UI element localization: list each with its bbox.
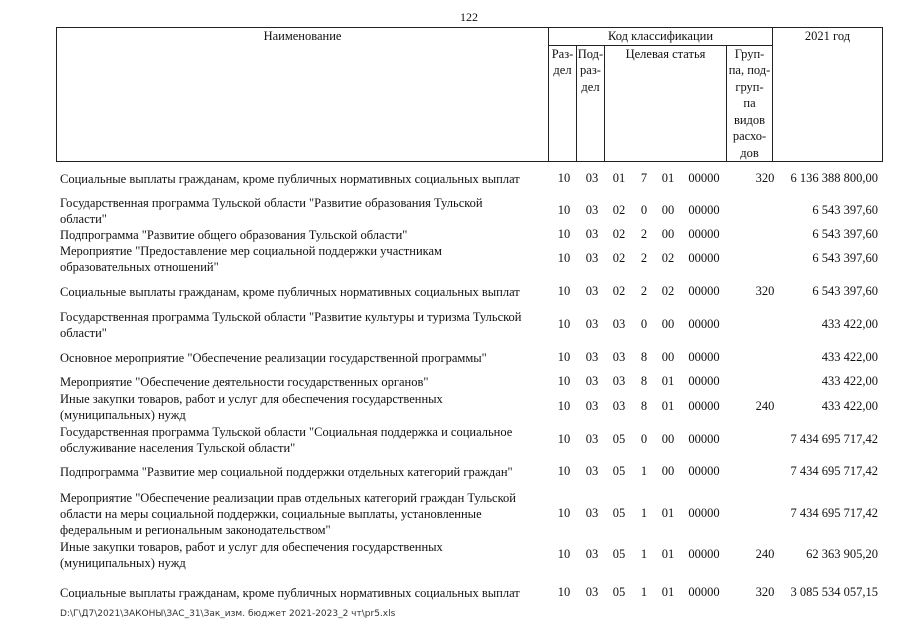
row-name: Подпрограмма "Развитие общего образования Тульской области" xyxy=(60,228,408,242)
row-amount: 6 543 397,60 xyxy=(812,284,878,298)
row-name: Мероприятие "Обеспечение деятельности государственных органов" xyxy=(60,375,429,389)
row-code-rz: 10 xyxy=(557,317,571,331)
row-code-rz: 10 xyxy=(557,464,571,478)
row-code-b: 0 xyxy=(640,317,648,331)
row-code-pr: 03 xyxy=(585,506,599,520)
row-code-d: 00000 xyxy=(688,432,720,446)
row-code-d: 00000 xyxy=(688,585,720,599)
row-code-c: 00 xyxy=(661,317,675,331)
row-code-vr: 320 xyxy=(755,585,775,599)
row-code-d: 00000 xyxy=(688,171,720,185)
row-name: Социальные выплаты гражданам, кроме публичных нормативных социальных выплат xyxy=(60,172,520,186)
row-code-d: 00000 xyxy=(688,284,720,298)
row-code-a: 05 xyxy=(612,464,626,478)
file-path: D:\Г\Д7\2021\ЗАКОНЫ\ЗАС_31\Зак_изм. бюджет 2021-2023_2 чт\pr5.xls xyxy=(60,609,396,619)
row-amount: 433 422,00 xyxy=(821,350,878,364)
row-code-vr: 240 xyxy=(755,399,775,413)
row-code-rz: 10 xyxy=(557,547,571,561)
page-number: 122 xyxy=(460,10,478,24)
row-code-pr: 03 xyxy=(585,317,599,331)
row-code-d: 00000 xyxy=(688,350,720,364)
row-code-b: 8 xyxy=(640,399,648,413)
row-code-d: 00000 xyxy=(688,399,720,413)
row-code-pr: 03 xyxy=(585,284,599,298)
row-code-rz: 10 xyxy=(557,227,571,241)
row-code-b: 8 xyxy=(640,374,648,388)
row-code-pr: 03 xyxy=(585,350,599,364)
row-code-rz: 10 xyxy=(557,374,571,388)
header-year: 2021 год xyxy=(773,28,883,162)
row-amount: 6 543 397,60 xyxy=(812,251,878,265)
row-code-rz: 10 xyxy=(557,350,571,364)
row-code-rz: 10 xyxy=(557,506,571,520)
row-code-a: 03 xyxy=(612,317,626,331)
row-amount: 7 434 695 717,42 xyxy=(790,432,878,446)
row-name: Социальные выплаты гражданам, кроме публичных нормативных социальных выплат xyxy=(60,586,520,600)
row-code-d: 00000 xyxy=(688,203,720,217)
row-code-b: 1 xyxy=(640,464,648,478)
row-code-a: 03 xyxy=(612,374,626,388)
row-code-pr: 03 xyxy=(585,251,599,265)
row-code-b: 2 xyxy=(640,227,648,241)
row-code-a: 02 xyxy=(612,203,626,217)
row-amount: 6 543 397,60 xyxy=(812,203,878,217)
row-code-pr: 03 xyxy=(585,203,599,217)
row-name: Государственная программа Тульской области "Развитие образования Тульской области" xyxy=(60,196,483,226)
row-code-a: 02 xyxy=(612,251,626,265)
row-code-vr: 320 xyxy=(755,284,775,298)
row-code-b: 0 xyxy=(640,432,648,446)
row-code-c: 01 xyxy=(661,547,675,561)
row-code-a: 03 xyxy=(612,350,626,364)
row-code-a: 05 xyxy=(612,585,626,599)
row-code-b: 1 xyxy=(640,547,648,561)
row-amount: 7 434 695 717,42 xyxy=(790,464,878,478)
row-code-vr: 320 xyxy=(755,171,775,185)
header-group: Груп- па, под- груп- па видов расхо- дов xyxy=(727,45,773,162)
row-code-b: 2 xyxy=(640,284,648,298)
row-code-b: 1 xyxy=(640,506,648,520)
header-razdel: Раз- дел xyxy=(549,45,577,162)
row-code-d: 00000 xyxy=(688,464,720,478)
row-code-c: 01 xyxy=(661,399,675,413)
row-code-a: 05 xyxy=(612,432,626,446)
row-code-pr: 03 xyxy=(585,585,599,599)
row-code-b: 2 xyxy=(640,251,648,265)
row-code-a: 05 xyxy=(612,547,626,561)
row-code-rz: 10 xyxy=(557,432,571,446)
row-code-pr: 03 xyxy=(585,171,599,185)
row-amount: 7 434 695 717,42 xyxy=(790,506,878,520)
row-name: Социальные выплаты гражданам, кроме публичных нормативных социальных выплат xyxy=(60,285,520,299)
row-code-c: 00 xyxy=(661,432,675,446)
row-code-pr: 03 xyxy=(585,547,599,561)
row-code-rz: 10 xyxy=(557,171,571,185)
row-code-a: 01 xyxy=(612,171,626,185)
row-code-pr: 03 xyxy=(585,432,599,446)
row-code-rz: 10 xyxy=(557,203,571,217)
row-name: Иные закупки товаров, работ и услуг для обеспечения государственных (муниципальных) нужд xyxy=(60,540,443,570)
row-code-a: 05 xyxy=(612,506,626,520)
header-name: Наименование xyxy=(57,28,549,162)
row-code-c: 01 xyxy=(661,171,675,185)
row-code-d: 00000 xyxy=(688,506,720,520)
row-code-a: 02 xyxy=(612,227,626,241)
row-code-c: 02 xyxy=(661,284,675,298)
row-name: Подпрограмма "Развитие мер социальной поддержки отдельных категорий граждан" xyxy=(60,465,513,479)
row-code-c: 00 xyxy=(661,464,675,478)
row-code-pr: 03 xyxy=(585,464,599,478)
row-amount: 433 422,00 xyxy=(821,374,878,388)
row-code-b: 8 xyxy=(640,350,648,364)
row-code-d: 00000 xyxy=(688,374,720,388)
row-code-pr: 03 xyxy=(585,227,599,241)
row-code-c: 00 xyxy=(661,350,675,364)
row-code-c: 01 xyxy=(661,374,675,388)
row-amount: 62 363 905,20 xyxy=(806,547,878,561)
row-code-rz: 10 xyxy=(557,284,571,298)
row-code-rz: 10 xyxy=(557,585,571,599)
row-amount: 433 422,00 xyxy=(821,317,878,331)
row-code-d: 00000 xyxy=(688,317,720,331)
row-name: Государственная программа Тульской области "Социальная поддержка и социальное обслуживание населения Тульской области" xyxy=(60,425,513,455)
row-code-d: 00000 xyxy=(688,251,720,265)
row-code-rz: 10 xyxy=(557,399,571,413)
row-code-a: 02 xyxy=(612,284,626,298)
row-code-b: 1 xyxy=(640,585,648,599)
row-code-rz: 10 xyxy=(557,251,571,265)
row-code-a: 03 xyxy=(612,399,626,413)
row-code-pr: 03 xyxy=(585,399,599,413)
row-code-b: 7 xyxy=(640,171,648,185)
header-code: Код классификации xyxy=(549,28,773,46)
row-code-d: 00000 xyxy=(688,547,720,561)
header-target: Целевая статья xyxy=(605,45,727,162)
row-amount: 6 543 397,60 xyxy=(812,227,878,241)
row-amount: 433 422,00 xyxy=(821,399,878,413)
row-name: Мероприятие "Обеспечение реализации прав отдельных категорий граждан Тульской области на меры социальной поддержки, социальные выплаты, установленные федеральным и региональным законодательством" xyxy=(60,491,516,537)
table-header xyxy=(56,27,883,162)
row-amount: 3 085 534 057,15 xyxy=(790,585,878,599)
row-code-c: 01 xyxy=(661,506,675,520)
row-code-b: 0 xyxy=(640,203,648,217)
row-name: Иные закупки товаров, работ и услуг для обеспечения государственных (муниципальных) нужд xyxy=(60,392,443,422)
row-code-d: 00000 xyxy=(688,227,720,241)
header-podrazdel: Под- раз- дел xyxy=(577,45,605,162)
row-amount: 6 136 388 800,00 xyxy=(790,171,878,185)
row-code-vr: 240 xyxy=(755,547,775,561)
row-name: Мероприятие "Предоставление мер социальной поддержки участникам образовательных отношений" xyxy=(60,244,442,274)
row-name: Государственная программа Тульской области "Развитие культуры и туризма Тульской области" xyxy=(60,310,522,340)
row-code-c: 00 xyxy=(661,203,675,217)
row-name: Основное мероприятие "Обеспечение реализации государственной программы" xyxy=(60,351,487,365)
row-code-c: 01 xyxy=(661,585,675,599)
row-code-pr: 03 xyxy=(585,374,599,388)
row-code-c: 02 xyxy=(661,251,675,265)
row-code-c: 00 xyxy=(661,227,675,241)
